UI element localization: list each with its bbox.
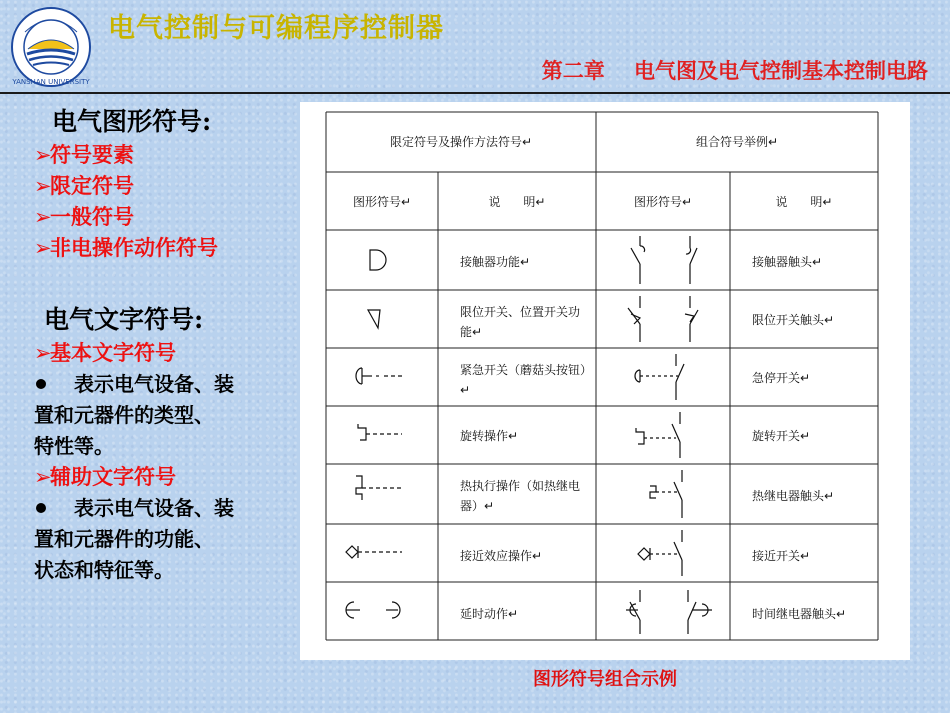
arrow-bullet-icon: ➢: [34, 174, 52, 198]
emergency-stop-contact-icon: [635, 354, 684, 400]
limit-switch-contact-icon: [628, 296, 698, 342]
university-logo: [10, 6, 92, 88]
list-item-label: 符号要素: [50, 143, 134, 167]
arrow-bullet-icon: ➢: [34, 341, 52, 365]
row-example: 热继电器触头↵: [752, 489, 835, 503]
row-example: 限位开关触头↵: [752, 313, 835, 327]
chapter-title: 第二章 电气图及电气控制基本控制电路: [541, 59, 928, 83]
list-item: [34, 171, 296, 202]
dot-bullet-icon: [36, 379, 46, 389]
emergency-switch-icon: [356, 368, 402, 384]
arrow-bullet-icon: ➢: [34, 143, 52, 167]
contactor-function-icon: [370, 250, 386, 270]
list-item: [34, 462, 296, 493]
row-description: 接近效应操作↵: [460, 549, 543, 563]
left-text-column: [34, 102, 296, 586]
bullet-line: 置和元器件的类型、: [34, 403, 214, 427]
rotary-switch-contact-icon: [636, 412, 680, 458]
row-example: 时间继电器触头↵: [752, 607, 847, 621]
bullet-line: 特性等。: [34, 434, 114, 458]
arrow-bullet-icon: ➢: [34, 236, 52, 260]
subheader-graphic-symbol: 图形符号↵: [633, 195, 693, 209]
course-title: 电气控制与可编程序控制器: [108, 13, 444, 44]
dot-bullet-icon: [36, 503, 46, 513]
proximity-switch-contact-icon: [638, 530, 682, 576]
header-divider: [0, 92, 950, 94]
thermal-operation-icon: [356, 476, 402, 500]
row-example: 旋转开关↵: [752, 429, 811, 443]
bullet-text: 表示电气设备、装: [74, 496, 234, 520]
table-caption: 图形符号组合示例: [533, 669, 677, 690]
bullet-line: [34, 369, 296, 400]
row-example: 急停开关↵: [752, 371, 811, 385]
section-electrical-text-symbols: 电气文字符号:: [44, 305, 204, 334]
subheader-description: 说 明↵: [775, 195, 833, 209]
row-description: 旋转操作↵: [460, 429, 519, 443]
symbol-table-panel: [300, 102, 910, 660]
thermal-relay-contact-icon: [650, 470, 682, 518]
bullet-text: 表示电气设备、装: [74, 372, 234, 396]
row-example: 接触器触头↵: [752, 255, 823, 269]
time-delay-icon: [346, 602, 400, 618]
list-item: [34, 338, 296, 369]
arrow-bullet-icon: ➢: [34, 205, 52, 229]
header-qualifier-symbols: 限定符号及操作方法符号↵: [389, 135, 533, 149]
section-electrical-graphic-symbols: 电气图形符号:: [52, 107, 212, 136]
bullet-line: [34, 493, 296, 524]
row-example: 接近开关↵: [752, 549, 811, 563]
row-description: 接触器功能↵: [460, 255, 531, 269]
list-item: [34, 140, 296, 171]
list-item-label: 基本文字符号: [50, 341, 176, 365]
logo-text: YANSHAN UNIVERSITY: [12, 78, 90, 86]
contactor-contact-icon: [631, 236, 697, 284]
limit-switch-function-icon: [368, 310, 380, 328]
rotary-operation-icon: [358, 424, 402, 440]
list-item-label: 辅助文字符号: [50, 465, 176, 489]
row-description: 延时动作↵: [460, 607, 519, 621]
row-description: 限位开关、位置开关功能↵: [460, 305, 581, 339]
list-item-label: 限定符号: [50, 174, 134, 198]
arrow-bullet-icon: ➢: [34, 465, 52, 489]
bullet-line: 状态和特征等。: [34, 558, 174, 582]
proximity-operation-icon: [346, 546, 402, 558]
subheader-description: 说 明↵: [488, 195, 546, 209]
subheader-graphic-symbol: 图形符号↵: [352, 195, 412, 209]
list-item: [34, 202, 296, 233]
list-item: [34, 233, 296, 264]
header-combination-examples: 组合符号举例↵: [695, 135, 779, 149]
row-description: 热执行操作（如热继电器）↵: [460, 479, 581, 513]
list-item-label: 非电操作动作符号: [50, 236, 218, 260]
bullet-line: 置和元器件的功能、: [34, 527, 214, 551]
list-item-label: 一般符号: [50, 205, 134, 229]
row-description: 紧急开关（蘑菇头按钮）↵: [460, 363, 587, 397]
time-relay-contact-icon: [626, 590, 712, 634]
